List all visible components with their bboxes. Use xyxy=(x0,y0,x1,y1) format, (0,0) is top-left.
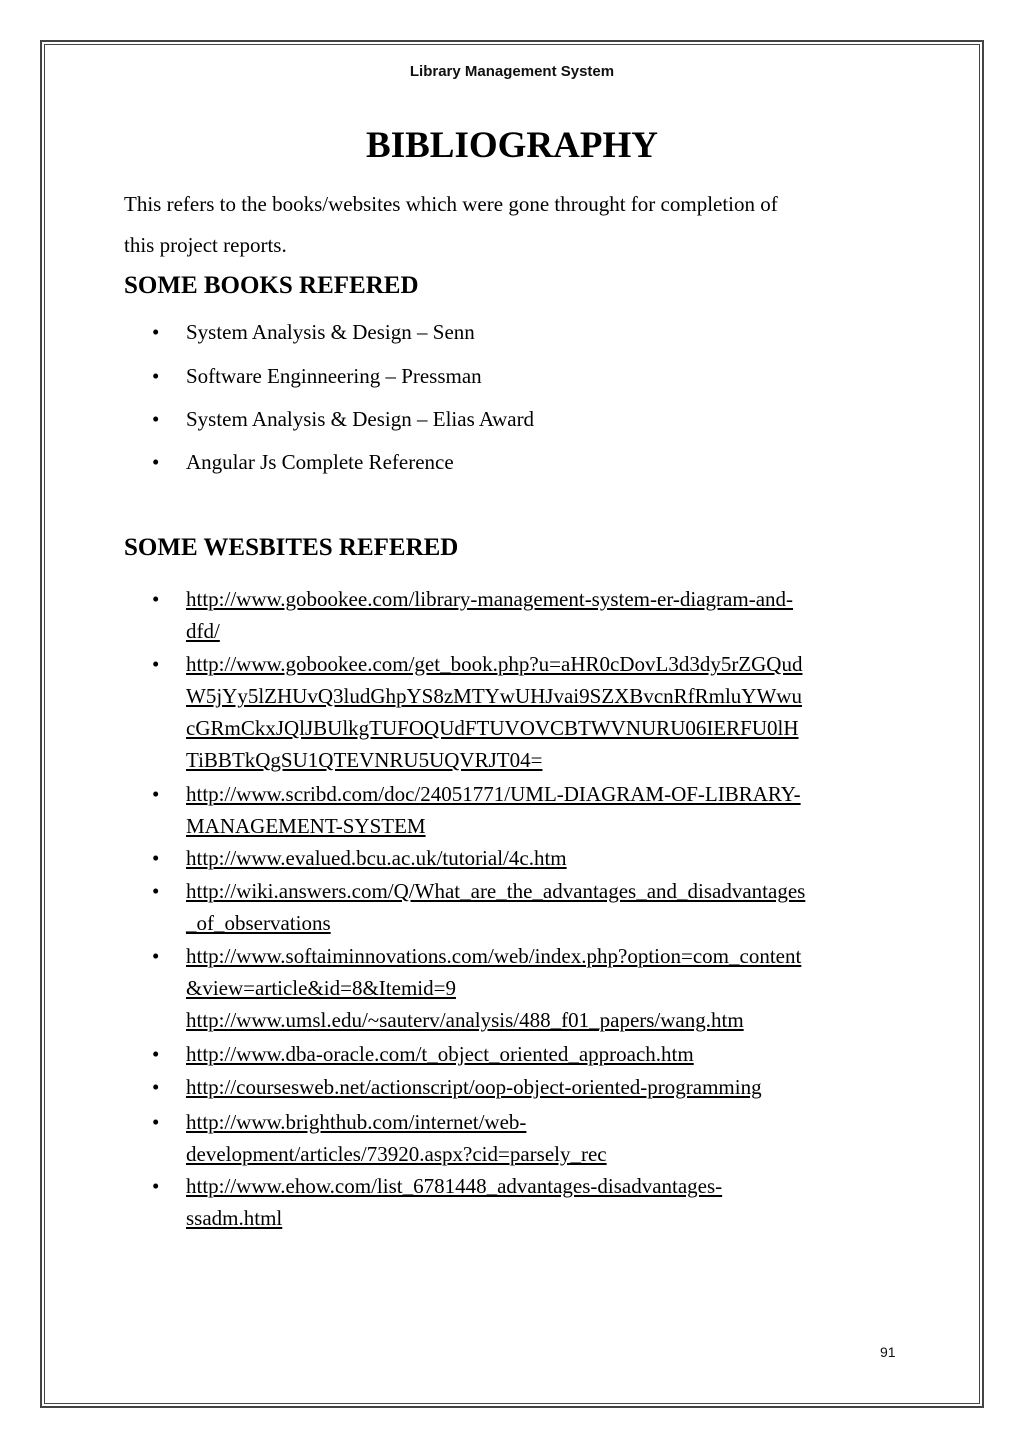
bullet-icon: • xyxy=(152,944,160,968)
intro-line-2: this project reports. xyxy=(124,233,287,257)
website-link-line: http://www.gobookee.com/get_book.php?u=aHR0cDovL3d3dy5rZGQud xyxy=(186,652,803,676)
website-link-line: http://wiki.answers.com/Q/What_are_the_advantages_and_disadvantages xyxy=(186,879,806,903)
website-link-line: http://www.scribd.com/doc/24051771/UML-DIAGRAM-OF-LIBRARY- xyxy=(186,782,801,806)
website-link[interactable] xyxy=(186,1038,906,1070)
book-item: System Analysis & Design – Senn xyxy=(186,320,475,344)
page-number: 91 xyxy=(880,1344,896,1360)
bullet-icon: • xyxy=(152,782,160,806)
bullet-icon: • xyxy=(152,1110,160,1134)
bullet-icon: • xyxy=(152,450,160,474)
website-link-line: http://coursesweb.net/actionscript/oop-object-oriented-programming xyxy=(186,1075,762,1099)
website-link-line: http://www.softaiminnovations.com/web/index.php?option=com_content xyxy=(186,944,802,968)
website-link-line: http://www.dba-oracle.com/t_object_oriented_approach.htm xyxy=(186,1042,694,1066)
website-link[interactable] xyxy=(186,648,906,776)
website-link[interactable] xyxy=(186,1071,906,1103)
bullet-icon: • xyxy=(152,364,160,388)
bullet-icon: • xyxy=(152,320,160,344)
bullet-icon: • xyxy=(152,587,160,611)
bullet-icon: • xyxy=(152,407,160,431)
website-link-line: _of_observations xyxy=(186,911,331,935)
running-header: Library Management System xyxy=(409,63,615,80)
website-link-line: http://www.umsl.edu/~sauterv/analysis/488_f01_papers/wang.htm xyxy=(186,1008,744,1032)
intro-paragraph xyxy=(124,184,904,266)
websites-heading: SOME WESBITES REFERED xyxy=(124,534,459,561)
website-link[interactable] xyxy=(186,875,906,939)
website-link[interactable] xyxy=(186,940,906,1036)
website-link-line: cGRmCkxJQlJBUlkgTUFOQUdFTUVOVCBTWVNURU06IERFU0lH xyxy=(186,716,799,740)
website-link[interactable] xyxy=(186,842,906,874)
website-link-line: &view=article&id=8&Itemid=9 xyxy=(186,976,456,1000)
website-link-line: ssadm.html xyxy=(186,1206,283,1230)
website-link[interactable] xyxy=(186,778,906,842)
website-link-line: MANAGEMENT-SYSTEM xyxy=(186,814,426,838)
website-link-line: http://www.gobookee.com/library-management-system-er-diagram-and- xyxy=(186,587,794,611)
books-heading: SOME BOOKS REFERED xyxy=(124,272,419,299)
bullet-icon: • xyxy=(152,1174,160,1198)
website-link-line: dfd/ xyxy=(186,619,220,643)
website-link[interactable] xyxy=(186,1170,906,1234)
book-item: Software Enginneering – Pressman xyxy=(186,364,482,388)
book-item: Angular Js Complete Reference xyxy=(186,450,454,474)
website-link-line: http://www.evalued.bcu.ac.uk/tutorial/4c.htm xyxy=(186,846,567,870)
website-link[interactable] xyxy=(186,583,906,647)
bullet-icon: • xyxy=(152,1042,160,1066)
website-link-line: TiBBTkQgSU1QTEVNRU5UQVRJT04= xyxy=(186,748,543,772)
bullet-icon: • xyxy=(152,846,160,870)
website-link-line: development/articles/73920.aspx?cid=parsely_rec xyxy=(186,1142,607,1166)
book-item: System Analysis & Design – Elias Award xyxy=(186,407,535,431)
page-title: BIBLIOGRAPHY xyxy=(366,125,658,166)
bullet-icon: • xyxy=(152,1075,160,1099)
intro-line-1: This refers to the books/websites which were gone throught for completion of xyxy=(124,192,778,216)
website-link-line: W5jYy5lZHUvQ3ludGhpYS8zMTYwUHJvai9SZXBvcnRfRmluYWwu xyxy=(186,684,802,708)
bullet-icon: • xyxy=(152,879,160,903)
website-link-line: http://www.brighthub.com/internet/web- xyxy=(186,1110,527,1134)
bullet-icon: • xyxy=(152,652,160,676)
website-link[interactable] xyxy=(186,1106,906,1170)
website-link-line: http://www.ehow.com/list_6781448_advantages-disadvantages- xyxy=(186,1174,723,1198)
